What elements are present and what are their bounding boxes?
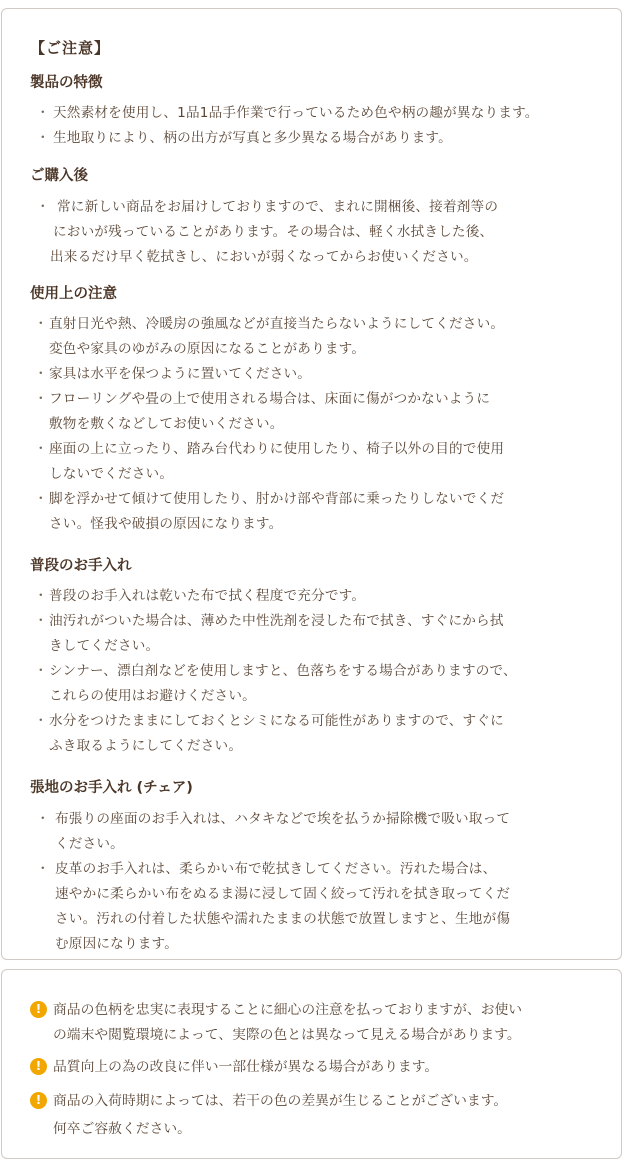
disclaimer-item-continued: の端末や閲覧環境によって、実際の色とは異なって見える場合があります。 (53, 1027, 521, 1043)
list-item: 布張りの座面のお手入れは、ハタキなどで埃を払うか掃除機で吸い取って (55, 811, 511, 827)
list-item-continued: ください。 (55, 836, 124, 852)
list-item-continued: さい。汚れの付着した状態や濡れたままの状態で放置しますと、生地が傷 (55, 911, 511, 927)
bullet-mark: ・ (36, 130, 50, 146)
section-heading-after-purchase: ご購入後 (30, 168, 88, 184)
bullet-mark: ・ (34, 366, 48, 382)
list-item: フローリングや畳の上で使用される場合は、床面に傷がつかないように (49, 391, 491, 407)
list-item: 座面の上に立ったり、踏み台代わりに使用したり、椅子以外の目的で使用 (49, 441, 505, 457)
exclamation-icon: ! (30, 1092, 47, 1109)
bullet-mark: ・ (34, 663, 48, 679)
list-item-continued: きしてください。 (49, 638, 160, 654)
list-item-continued: においが残っていることがあります。その場合は、軽く水拭きした後、 (53, 224, 494, 240)
list-item: 天然素材を使用し、1品1品手作業で行っているため色や柄の趣が異なります。 (53, 105, 539, 121)
list-item: 家具は水平を保つように置いてください。 (49, 366, 312, 382)
bullet-mark: ・ (34, 713, 48, 729)
list-item: 直射日光や熱、冷暖房の強風などが直接当たらないようにしてください。 (49, 316, 505, 332)
disclaimer-item: 商品の入荷時期によっては、若干の色の差異が生じることがございます。 (53, 1093, 508, 1109)
bullet-mark: ・ (34, 613, 48, 629)
disclaimer-panel (1, 969, 622, 1159)
list-item: シンナー、漂白剤などを使用しますと、色落ちをする場合がありますので、 (49, 663, 517, 679)
bullet-mark: ・ (34, 316, 48, 332)
disclaimer-item: 商品の色柄を忠実に表現することに細心の注意を払っておりますが、お使い (53, 1002, 523, 1018)
notes-title: 【ご注意】 (30, 39, 111, 57)
list-item: 脚を浮かせて傾けて使用したり、肘かけ部や背部に乗ったりしないでくだ (49, 491, 505, 507)
bullet-mark: ・ (36, 199, 50, 215)
section-heading-features: 製品の特徴 (30, 75, 103, 91)
list-item-continued: 速やかに柔らかい布をぬるま湯に浸して固く絞って汚れを拭き取ってくだ (55, 886, 511, 902)
bullet-mark: ・ (34, 588, 48, 604)
list-item: 生地取りにより、柄の出方が写真と多少異なる場合があります。 (53, 130, 452, 146)
bullet-mark: ・ (34, 441, 48, 457)
list-item-continued: む原因になります。 (55, 936, 179, 952)
list-item: 普段のお手入れは乾いた布で拭く程度で充分です。 (49, 588, 366, 604)
bullet-mark: ・ (36, 811, 50, 827)
disclaimer-item: 品質向上の為の改良に伴い一部仕様が異なる場合があります。 (53, 1059, 439, 1075)
list-item-continued: しないでください。 (49, 466, 174, 482)
list-item: 水分をつけたままにしておくとシミになる可能性がありますので、すぐに (49, 713, 504, 729)
list-item: 常に新しい商品をお届けしておりますので、まれに開梱後、接着剤等の (57, 199, 499, 215)
exclamation-icon: ! (30, 1001, 47, 1018)
list-item-continued: さい。怪我や破損の原因になります。 (49, 516, 283, 532)
section-heading-upholstery-care: 張地のお手入れ (チェア) (30, 780, 193, 796)
list-item-continued: 出来るだけ早く乾拭きし、においが弱くなってからお使いください。 (50, 249, 478, 265)
list-item-continued: ふき取るようにしてください。 (49, 738, 243, 754)
bullet-mark: ・ (34, 391, 48, 407)
list-item: 皮革のお手入れは、柔らかい布で乾拭きしてください。汚れた場合は、 (55, 861, 497, 877)
disclaimer-item-continued: 何卒ご容赦ください。 (53, 1121, 191, 1137)
section-heading-usage-cautions: 使用上の注意 (30, 286, 117, 302)
exclamation-icon: ! (30, 1058, 47, 1075)
bullet-mark: ・ (36, 861, 50, 877)
list-item: 油汚れがついた場合は、薄めた中性洗剤を浸した布で拭き、すぐにから拭 (49, 613, 504, 629)
list-item-continued: これらの使用はお避けください。 (49, 688, 256, 704)
list-item-continued: 敷物を敷くなどしてお使いください。 (49, 416, 284, 432)
bullet-mark: ・ (36, 105, 50, 121)
section-heading-daily-care: 普段のお手入れ (30, 558, 132, 574)
care-notes-panel (1, 8, 622, 960)
list-item-continued: 変色や家具のゆがみの原因になることがあります。 (49, 341, 366, 357)
bullet-mark: ・ (34, 491, 48, 507)
